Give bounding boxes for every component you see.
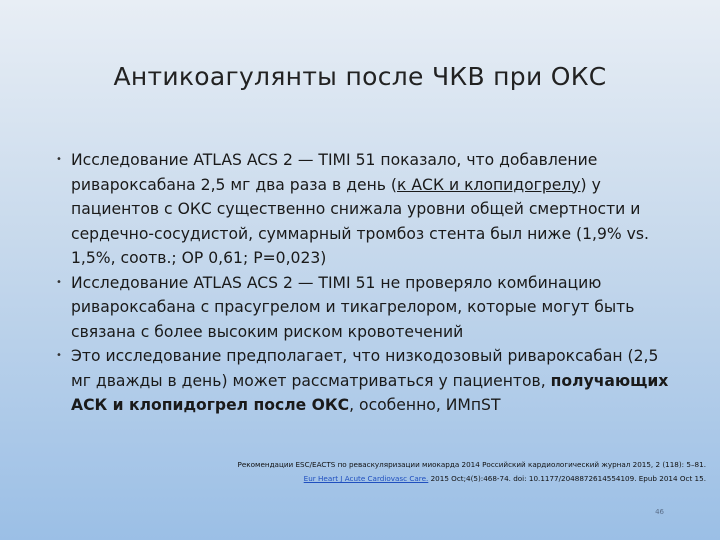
bullet-dot-icon: •: [56, 154, 62, 165]
reference-line-1: Рекомендации ESC/EACTS по реваскуляризации миокарда 2014 Российский кардиологический журнал 2015, 2 (118): 5–81.: [237, 460, 706, 469]
bullet-item-3: [56, 344, 676, 418]
bullet-dot-icon: •: [56, 276, 62, 288]
bullet-3-text: Это исследование предполагает, что низкодозовый ривароксабан (2,5 мг дважды в день) может рассматриваться у пациентов,: [71, 347, 659, 390]
bullet-2-text: Исследование ATLAS ACS 2 — TIMI 51 не проверяло комбинацию ривароксабана с прасугрелом и тикагрелором, которые могут быть связана с более высоким риском кровотечений: [71, 273, 635, 341]
bullet-dot-icon: •: [56, 350, 62, 361]
bullet-3-text-end: , особенно, ИМпST: [349, 396, 501, 414]
reference-line-2: [146, 472, 706, 486]
references: [146, 458, 706, 486]
bullet-item-2: [56, 271, 676, 345]
page-number: 46: [655, 508, 664, 516]
reference-journal-link[interactable]: Eur Heart J Acute Cardiovasc Care.: [303, 474, 429, 483]
bullet-1-underlined-text: к АСК и клопидогрелу: [397, 175, 581, 194]
reference-line-2-text: 2015 Oct;4(5):468-74. doi: 10.1177/2048872614554109. Epub 2014 Oct 15.: [428, 474, 706, 483]
bullet-1-text-end: ) у пациентов с ОКС существенно снижала уровни общей смертности и сердечно-сосудистой, суммарный тромбоз стента был ниже (1,9% vs. 1,5%, соотв.; OР 0,61; Р=0,023): [71, 175, 649, 267]
bullet-1-text: Исследование ATLAS ACS 2 — TIMI 51 показало, что добавление ривароксабана 2,5 мг два раза в день (: [71, 151, 598, 194]
bullet-list: [56, 148, 676, 418]
bullet-3-bold-text: получающих АСК и клопидогрел после ОКС: [71, 371, 669, 414]
bullet-item-1: [56, 148, 676, 271]
slide-title: Антикоагулянты после ЧКВ при ОКС: [113, 62, 607, 91]
